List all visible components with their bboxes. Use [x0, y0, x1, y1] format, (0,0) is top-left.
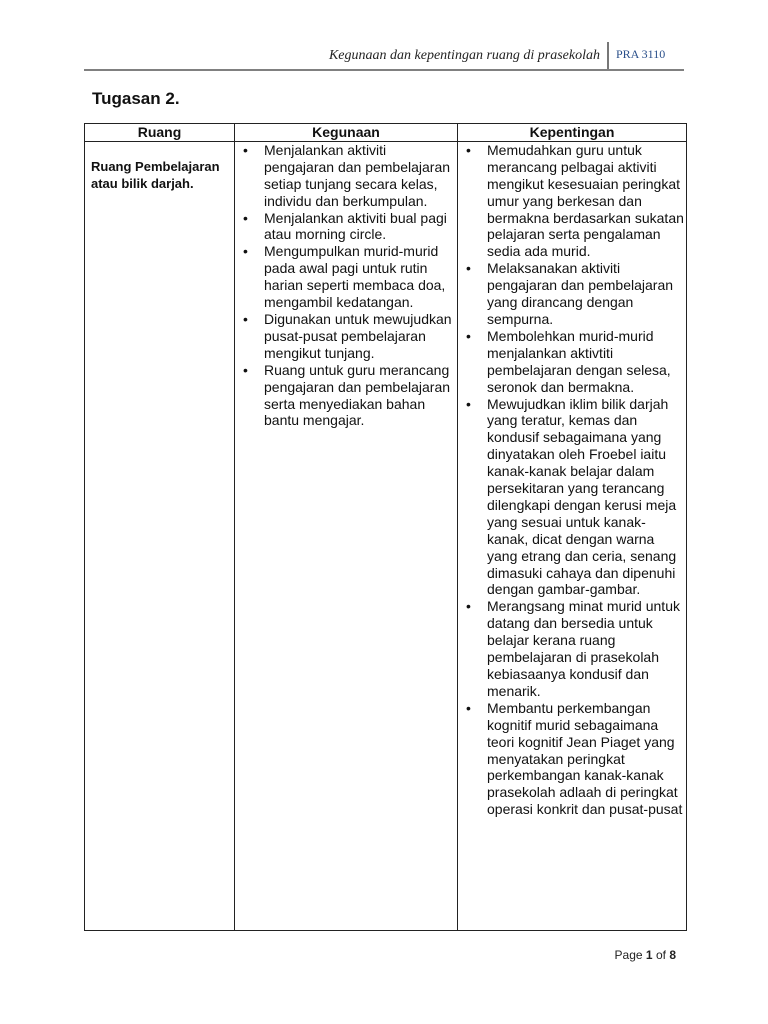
list-item: • Membantu perkembangan kognitif murid sebagaimana teori kognitif Jean Piaget yang menyatakan peringkat perkembangan kanak-kanak prasekolah adlaah di peringkat operasi konkrit dan pusat-pusat [462, 700, 686, 818]
content-table [84, 123, 687, 931]
list-item: • Memudahkan guru untuk merancang pelbagai aktiviti mengikut kesesuaian peringkat umur yang berkesan dan bermakna berdasarkan sukatan pelajaran serta pengalaman sedia ada murid. [462, 142, 686, 260]
column-header-ruang: Ruang [85, 124, 235, 142]
list-item: • Mewujudkan iklim bilik darjah yang teratur, kemas dan kondusif sebagaimana yang dinyatakan oleh Froebel iaitu kanak-kanak belajar dalam persekitaran yang terancang dilengkapi dengan kerusi meja yang sesuai untuk kanak-kanak, dicat dengan warna yang etrang dan ceria, senang dimasuki cahaya dan dipenuhi dengan gambar-gambar. [462, 396, 686, 599]
column-header-kepentingan: Kepentingan [458, 124, 687, 142]
kepentingan-cell [458, 141, 687, 930]
page-label: Page [614, 948, 643, 962]
room-cell: Ruang Pembelajaran atau bilik darjah. [85, 141, 235, 930]
table-row [85, 141, 687, 930]
list-item: • Mengumpulkan murid-murid pada awal pagi untuk rutin harian seperti membaca doa, mengambil kedatangan. [239, 243, 457, 311]
header-rule [84, 69, 684, 71]
kegunaan-list [239, 142, 457, 429]
course-code: PRA 3110 [616, 47, 666, 61]
column-header-kegunaan: Kegunaan [235, 124, 458, 142]
table-header-row [85, 124, 687, 142]
page-number: 1 [645, 948, 653, 962]
list-item: • Menjalankan aktiviti pengajaran dan pembelajaran setiap tunjang secara kelas, individu dan berkumpulan. [239, 142, 457, 210]
page-total: 8 [669, 948, 676, 962]
list-item: • Melaksanakan aktiviti pengajaran dan pembelajaran yang dirancang dengan sempurna. [462, 260, 686, 328]
kepentingan-list [462, 142, 686, 818]
header-divider [607, 42, 609, 70]
list-item: • Digunakan untuk mewujudkan pusat-pusat pembelajaran mengikut tunjang. [239, 311, 457, 362]
kegunaan-cell [235, 141, 458, 930]
list-item: • Menjalankan aktiviti bual pagi atau morning circle. [239, 210, 457, 244]
list-item: • Ruang untuk guru merancang pengajaran dan pembelajaran serta menyediakan bahan bantu mengajar. [239, 362, 457, 430]
assignment-title: Tugasan 2. [92, 89, 180, 108]
page-footer [615, 948, 676, 962]
list-item: • Merangsang minat murid untuk datang dan bersedia untuk belajar kerana ruang pembelajaran di prasekolah kebiasaanya kondusif dan menarik. [462, 598, 686, 699]
of-label: of [655, 948, 666, 962]
header-title: Kegunaan dan kepentingan ruang di prasekolah [328, 48, 600, 63]
list-item: • Membolehkan murid-murid menjalankan aktivtiti pembelajaran dengan selesa, seronok dan bermakna. [462, 328, 686, 396]
